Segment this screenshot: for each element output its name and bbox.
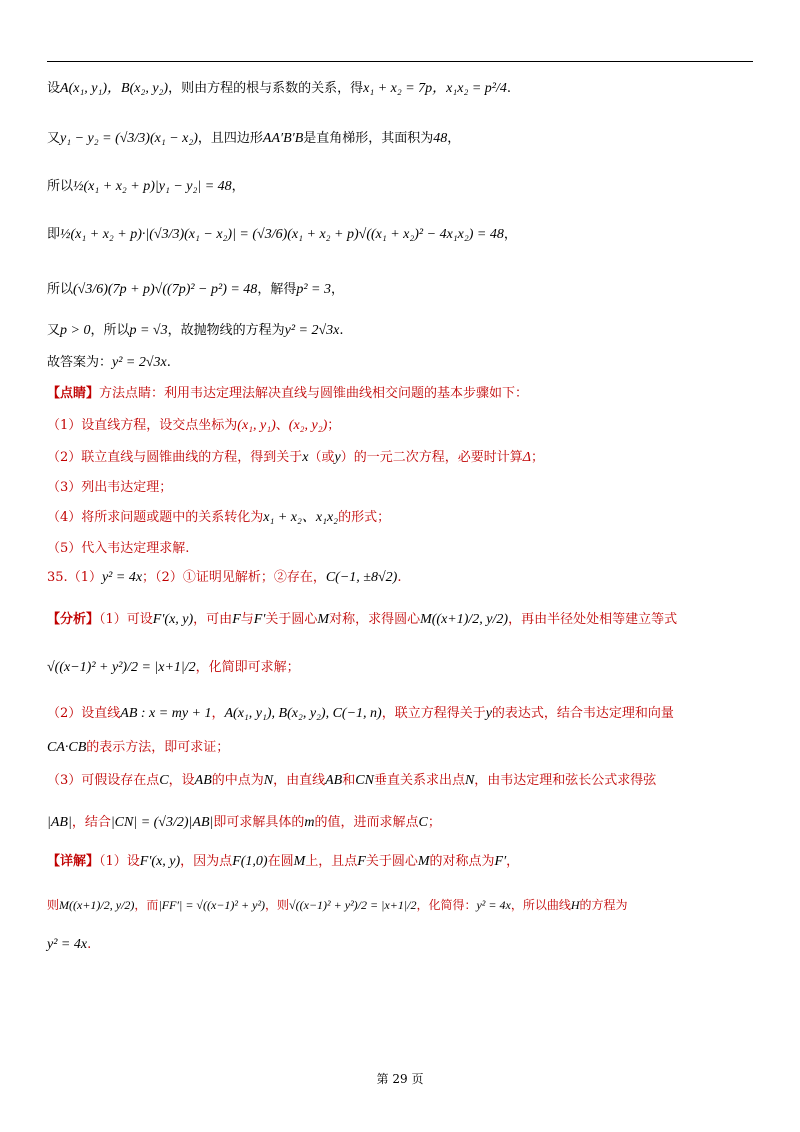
text: 则 xyxy=(47,898,60,912)
formula: AB xyxy=(194,773,212,788)
solution-line-1 xyxy=(47,78,757,100)
text: （1） xyxy=(67,570,102,585)
formula: AA′B′B xyxy=(262,131,304,146)
text: 所以 xyxy=(47,282,74,297)
text: 的方程为 xyxy=(579,898,628,912)
formula: C xyxy=(159,773,169,788)
text: 对称，求得圆心 xyxy=(329,612,421,627)
formula: F′(x, y) xyxy=(139,854,181,869)
text: 、 xyxy=(275,418,289,433)
text: （2）设直线 xyxy=(47,706,121,721)
formula: A(x₁, y₁), B(x₂, y₂), C(−1, n) xyxy=(224,706,382,721)
formula: x₁ + x₂、x₁x₂ xyxy=(263,510,339,525)
text: ，因为点 xyxy=(180,854,233,869)
detail-line-1 xyxy=(47,851,757,873)
tip-bracket: 【点睛】 xyxy=(47,386,100,401)
formula: √((x−1)² + y²)/2 = |x+1|/2 xyxy=(289,898,417,912)
text: （5）代入韦达定理求解. xyxy=(47,541,190,556)
text: （3）列出韦达定理； xyxy=(47,480,173,495)
text: ，再由半径处处相等建立等式 xyxy=(508,612,678,627)
formula: ½(x₁ + x₂ + p)·|(√3/3)(x₁ − x₂)| = (√3/6)(x₁ + x₂ + p)√((x₁ + x₂)² − 4x₁x₂) = 48 xyxy=(60,227,504,242)
tip-step-1 xyxy=(47,415,757,437)
formula: CN xyxy=(355,773,374,788)
analysis-line-6 xyxy=(47,812,757,834)
text: （1）设直线方程，设交点坐标为 xyxy=(47,418,238,433)
text: 与 xyxy=(240,612,254,627)
text: 的对称点为 xyxy=(429,854,495,869)
text: （或 xyxy=(308,450,335,465)
text: ）的一元二次方程，必要时计算 xyxy=(340,450,523,465)
text: ，设 xyxy=(168,773,195,788)
q35-answer xyxy=(47,567,757,589)
text: 垂直关系求出点 xyxy=(373,773,465,788)
solution-line-6 xyxy=(47,320,757,342)
header-rule xyxy=(47,61,753,62)
formula: (x₁, y₁) xyxy=(237,418,276,433)
formula: |AB| xyxy=(47,815,72,830)
text: 方法点睛：利用韦达定理法解决直线与圆锥曲线相交问题的基本步骤如下： xyxy=(99,386,529,401)
text: 的表示方法，即可求证； xyxy=(86,740,230,755)
formula: F xyxy=(232,612,241,627)
formula: N xyxy=(263,773,274,788)
text: ； xyxy=(427,815,441,830)
formula: Δ xyxy=(522,450,531,465)
text: ，可由 xyxy=(193,612,233,627)
text: ，由韦达定理和弦长公式求得弦 xyxy=(474,773,657,788)
text: ，故抛物线的方程为 xyxy=(167,323,285,338)
formula: N xyxy=(464,773,475,788)
formula: m xyxy=(304,815,315,830)
formula: p² = 3 xyxy=(296,282,331,297)
text: ，解得 xyxy=(257,282,297,297)
tip-step-2 xyxy=(47,447,757,469)
text: ， xyxy=(330,282,344,297)
text: 是直角梯形，其面积为 xyxy=(303,131,434,146)
analysis-line-4 xyxy=(47,737,757,759)
tip-step-3 xyxy=(47,477,757,499)
text: . xyxy=(506,81,512,96)
formula: F xyxy=(357,854,366,869)
text: ，化简得： xyxy=(416,898,477,912)
text: （4）将所求问题或题中的关系转化为 xyxy=(47,510,264,525)
formula: p = √3 xyxy=(129,323,168,338)
text: . xyxy=(166,355,171,370)
formula: F(1,0) xyxy=(232,854,268,869)
solution-line-2 xyxy=(47,128,757,150)
formula: F′ xyxy=(494,854,507,869)
text: 又 xyxy=(47,131,61,146)
text: 关于圆心 xyxy=(265,612,318,627)
text: ， xyxy=(506,854,520,869)
formula: |CN| = (√3/2)|AB| xyxy=(110,815,214,830)
text: 上，且点 xyxy=(305,854,358,869)
formula: y² = 2√3x xyxy=(284,323,340,338)
text: ，所以 xyxy=(90,323,130,338)
question-number: 35. xyxy=(47,570,68,585)
text: ，则 xyxy=(265,898,290,912)
text: 和 xyxy=(342,773,356,788)
tip-step-4 xyxy=(47,507,757,529)
text: ，由直线 xyxy=(273,773,326,788)
formula: C(−1, ±8√2) xyxy=(325,570,398,585)
text: ，而 xyxy=(134,898,159,912)
formula: AB : x = my + 1 xyxy=(120,706,212,721)
formula: H xyxy=(570,898,580,912)
text: ；（2）①证明见解析；②存在， xyxy=(142,570,326,585)
analysis-line-5 xyxy=(47,770,757,792)
detail-line-3 xyxy=(47,934,757,956)
analysis-line-1 xyxy=(47,609,757,631)
formula: x xyxy=(302,450,309,465)
text: ，且四边形 xyxy=(197,131,263,146)
formula: y xyxy=(485,706,492,721)
text: . xyxy=(87,937,92,952)
text: 又 xyxy=(47,323,61,338)
text: （2）联立直线与圆锥曲线的方程，得到关于 xyxy=(47,450,303,465)
analysis-line-2 xyxy=(47,657,757,679)
formula: (x₂, y₂) xyxy=(288,418,328,433)
text: 所以 xyxy=(47,179,74,194)
text: 关于圆心 xyxy=(365,854,418,869)
formula: y₁ − y₂ = (√3/3)(x₁ − x₂) xyxy=(60,131,198,146)
formula: y² = 4x xyxy=(101,570,143,585)
formula: AB xyxy=(325,773,343,788)
formula: M xyxy=(293,854,306,869)
formula: y² = 4x xyxy=(47,937,88,952)
formula: M((x+1)/2, y/2) xyxy=(59,898,135,912)
text: （1）可设 xyxy=(99,612,153,627)
text: ； xyxy=(530,450,544,465)
analysis-bracket: 【分析】 xyxy=(47,612,100,627)
formula: y² = 4x xyxy=(476,898,511,912)
formula: CA·CB xyxy=(47,740,87,755)
text: ， xyxy=(503,227,517,242)
text: ，所以曲线 xyxy=(510,898,571,912)
formula: ½(x₁ + x₂ + p)|y₁ − y₂| = 48 xyxy=(73,179,232,194)
text: 即可求解具体的 xyxy=(213,815,305,830)
formula: x₁ + x₂ = 7p，x₁x₂ = p²/4 xyxy=(363,81,507,96)
text: ，则由方程的根与系数的关系，得 xyxy=(168,81,364,96)
formula: M((x+1)/2, y/2) xyxy=(420,612,509,627)
text: . xyxy=(339,323,344,338)
page-number: 第 29 页 xyxy=(376,1072,424,1086)
text: ，结合 xyxy=(71,815,111,830)
text: 设 xyxy=(47,81,61,96)
text: （1）设 xyxy=(99,854,140,869)
text: . xyxy=(397,570,402,585)
text: （3）可假设存在点 xyxy=(47,773,160,788)
formula: y² = 2√3x xyxy=(112,355,167,370)
text: ； xyxy=(327,418,341,433)
solution-line-4 xyxy=(47,224,757,246)
text: ，联立方程得关于 xyxy=(381,706,486,721)
answer-line xyxy=(47,352,757,374)
text: ， xyxy=(231,179,245,194)
text: 的表达式，结合韦达定理和向量 xyxy=(491,706,674,721)
tip-heading xyxy=(47,383,757,405)
detail-line-2 xyxy=(47,894,757,916)
formula: (√3/6)(7p + p)√((7p)² − p²) = 48 xyxy=(73,282,258,297)
text: 故答案为： xyxy=(47,355,113,370)
formula: |FF′| = √((x−1)² + y²) xyxy=(158,898,266,912)
text: ， xyxy=(447,131,461,146)
formula: y xyxy=(334,450,341,465)
formula: √((x−1)² + y²)/2 = |x+1|/2 xyxy=(47,660,196,675)
tip-step-5 xyxy=(47,538,757,560)
text: ， xyxy=(211,706,225,721)
text: 即 xyxy=(47,227,61,242)
text: 的形式； xyxy=(338,510,391,525)
text: 在圆 xyxy=(267,854,294,869)
formula: M xyxy=(317,612,330,627)
text: 的中点为 xyxy=(211,773,264,788)
analysis-line-3 xyxy=(47,703,757,725)
text: ，化简即可求解； xyxy=(195,660,300,675)
solution-line-5 xyxy=(47,279,757,301)
detail-bracket: 【详解】 xyxy=(47,854,100,869)
formula: M xyxy=(417,854,430,869)
formula: A(x₁, y₁)，B(x₂, y₂) xyxy=(60,81,169,96)
formula: C xyxy=(418,815,428,830)
formula: F′ xyxy=(253,612,266,627)
formula: p > 0 xyxy=(60,323,91,338)
text: 的值，进而求解点 xyxy=(314,815,419,830)
formula: 48 xyxy=(433,131,448,146)
solution-line-3 xyxy=(47,176,757,198)
formula: F′(x, y) xyxy=(152,612,194,627)
